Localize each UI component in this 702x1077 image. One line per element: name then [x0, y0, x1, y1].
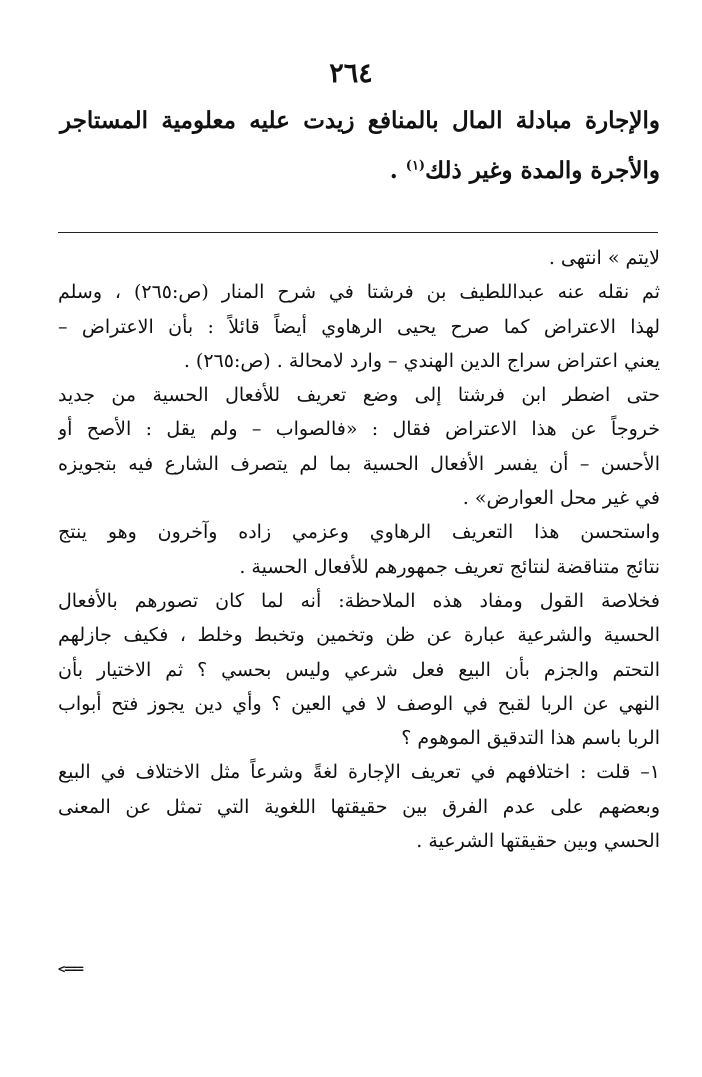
main-text-body: والإجارة مبادلة المال بالمنافع زيدت عليه معلومية المستاجر والأجرة والمدة وغير ذلك — [60, 107, 660, 184]
footnote-line: ثم نقله عنه عبداللطيف بن فرشتا في شرح المنار (ص:٢٦٥) ، وسلم — [58, 281, 660, 304]
footnote-line: حتى اضطر ابن فرشتا إلى وضع تعريف للأفعال الحسية من جديد — [58, 384, 660, 407]
footnote-separator — [58, 232, 658, 233]
footnote-line: الربا باسم هذا التدقيق الموهوم ؟ — [401, 727, 660, 750]
footnote-line: الحسي وبين حقيقتها الشرعية . — [416, 830, 660, 853]
footnote-line: في غير محل العوارض» . — [462, 487, 660, 510]
footnote-line: واستحسن هذا التعريف الرهاوي وعزمي زاده وآخرون وهو ينتج — [58, 521, 660, 544]
footnote-line: الحسية والشرعية عبارة عن ظن وتخمين وتخبط وخلط ، فكيف جازلهم — [58, 624, 660, 647]
footnote-line: التحتم والجزم بأن البيع فعل شرعي وليس بحسي ؟ ثم الاختيار بأن — [58, 658, 660, 681]
main-paragraph-text — [60, 96, 660, 196]
main-text-end: . — [389, 157, 406, 184]
footnote-line: لايتم » انتهى . — [548, 247, 660, 269]
footnote-line: الأحسن – أن يفسر الأفعال الحسية بما لم يتصرف الشارع فيه بتجويزه — [58, 452, 660, 475]
footnote-line: وبعضهم على عدم الفرق بين حقيقتها اللغوية التي تمثل عن المعنى — [58, 795, 660, 818]
footnote-reference[interactable]: (١) — [405, 158, 426, 174]
footnotes-block — [58, 241, 660, 858]
footnote-line: فخلاصة القول ومفاد هذه الملاحظة: أنه لما كان تصورهم بالأفعال — [58, 589, 660, 612]
page-number: ٢٦٤ — [329, 58, 373, 89]
footnote-line: لهذا الاعتراض كما صرح يحيى الرهاوي أيضاً قائلاً : بأن الاعتراض – — [58, 315, 660, 338]
footnote-line: نتائج متناقضة لنتائج تعريف جمهورهم للأفعال الحسية . — [239, 555, 660, 578]
continuation-mark: <=== — [58, 962, 83, 976]
footnote-line: النهي عن الربا لقبح في الوصف لا في العين ؟ وأي دين يجوز فتح أبواب — [58, 692, 660, 715]
footnote-line: خروجاً عن هذا الاعتراض فقال : «فالصواب – ولم يقل : الأصح أو — [58, 418, 660, 441]
main-paragraph — [60, 96, 660, 196]
footnote-line: ١– قلت : اختلافهم في تعريف الإجارة لغةً وشرعاً مثل الاختلاف في البيع — [58, 761, 660, 784]
footnote-line: يعني اعتراض سراج الدين الهندي – وارد لامحالة . (ص:٢٦٥) . — [183, 349, 660, 372]
